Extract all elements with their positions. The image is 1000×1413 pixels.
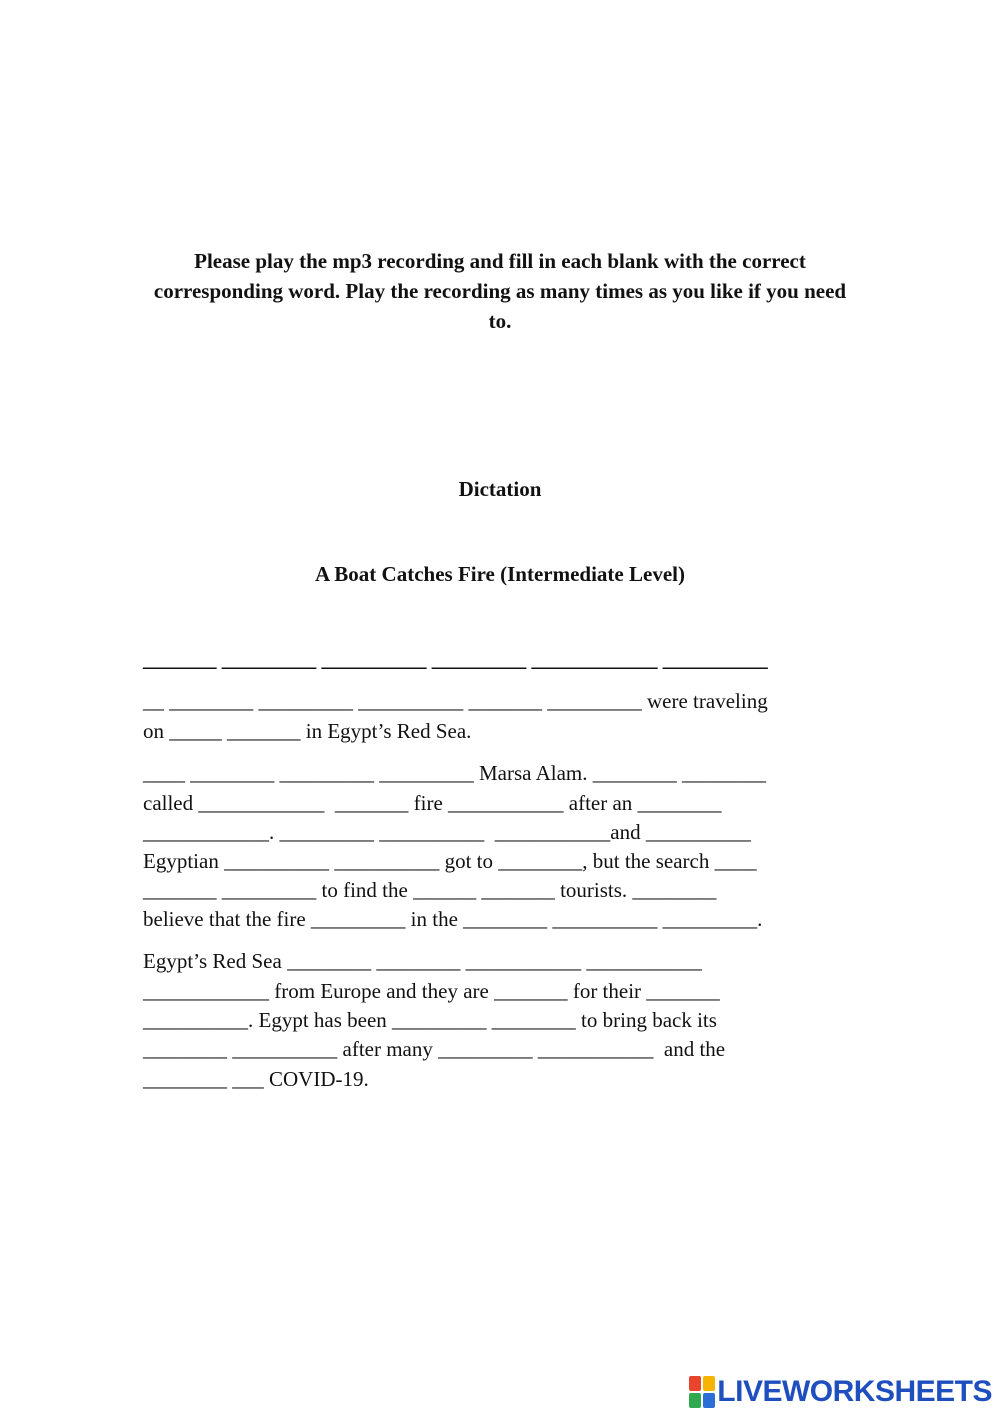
brand-name: LIVEWORKSHEETS	[717, 1375, 992, 1408]
dictation-title: Dictation	[458, 477, 542, 501]
brand-logo[interactable]	[689, 1375, 992, 1409]
passage-line: _______ _________ to find the ______ _______ tourists. ________	[143, 878, 717, 902]
passage-line: ____ ________ _________ _________ Marsa Alam. ________ ________	[143, 761, 766, 785]
logo-tile-green	[689, 1393, 701, 1408]
logo-tile-yellow	[703, 1376, 715, 1391]
logo-tile-red	[689, 1376, 701, 1391]
passage-line: ________ ___ COVID-19.	[143, 1067, 369, 1091]
instructions: Please play the mp3 recording and fill in each blank with the correct corresponding word. Play the recording as many times as you like if you need to.	[153, 249, 847, 333]
passage-line: Egyptian __________ __________ got to ________, but the search ____	[143, 849, 757, 873]
passage-line: __ ________ _________ __________ _______ _________ were traveling	[143, 689, 768, 713]
passage-line: _______ _________ __________ _________ ____________ __________	[143, 647, 768, 671]
passage-line: ____________. _________ __________ ___________and __________	[143, 820, 751, 844]
passage-line: Egypt’s Red Sea ________ ________ ___________ ___________	[143, 949, 702, 973]
story-title: A Boat Catches Fire (Intermediate Level)	[315, 562, 685, 586]
passage-line: ________ __________ after many _________ ___________ and the	[143, 1037, 726, 1061]
logo-tile-blue	[703, 1393, 715, 1408]
liveworksheets-logo-icon	[689, 1376, 715, 1408]
passage-line: called ____________ _______ fire ___________ after an ________	[143, 791, 722, 815]
passage-line: __________. Egypt has been _________ ________ to bring back its	[143, 1008, 717, 1032]
passage-line: on _____ _______ in Egypt’s Red Sea.	[143, 719, 472, 743]
passage-line: ____________ from Europe and they are _______ for their _______	[143, 979, 720, 1003]
passage-line: believe that the fire _________ in the ________ __________ _________.	[143, 907, 763, 931]
